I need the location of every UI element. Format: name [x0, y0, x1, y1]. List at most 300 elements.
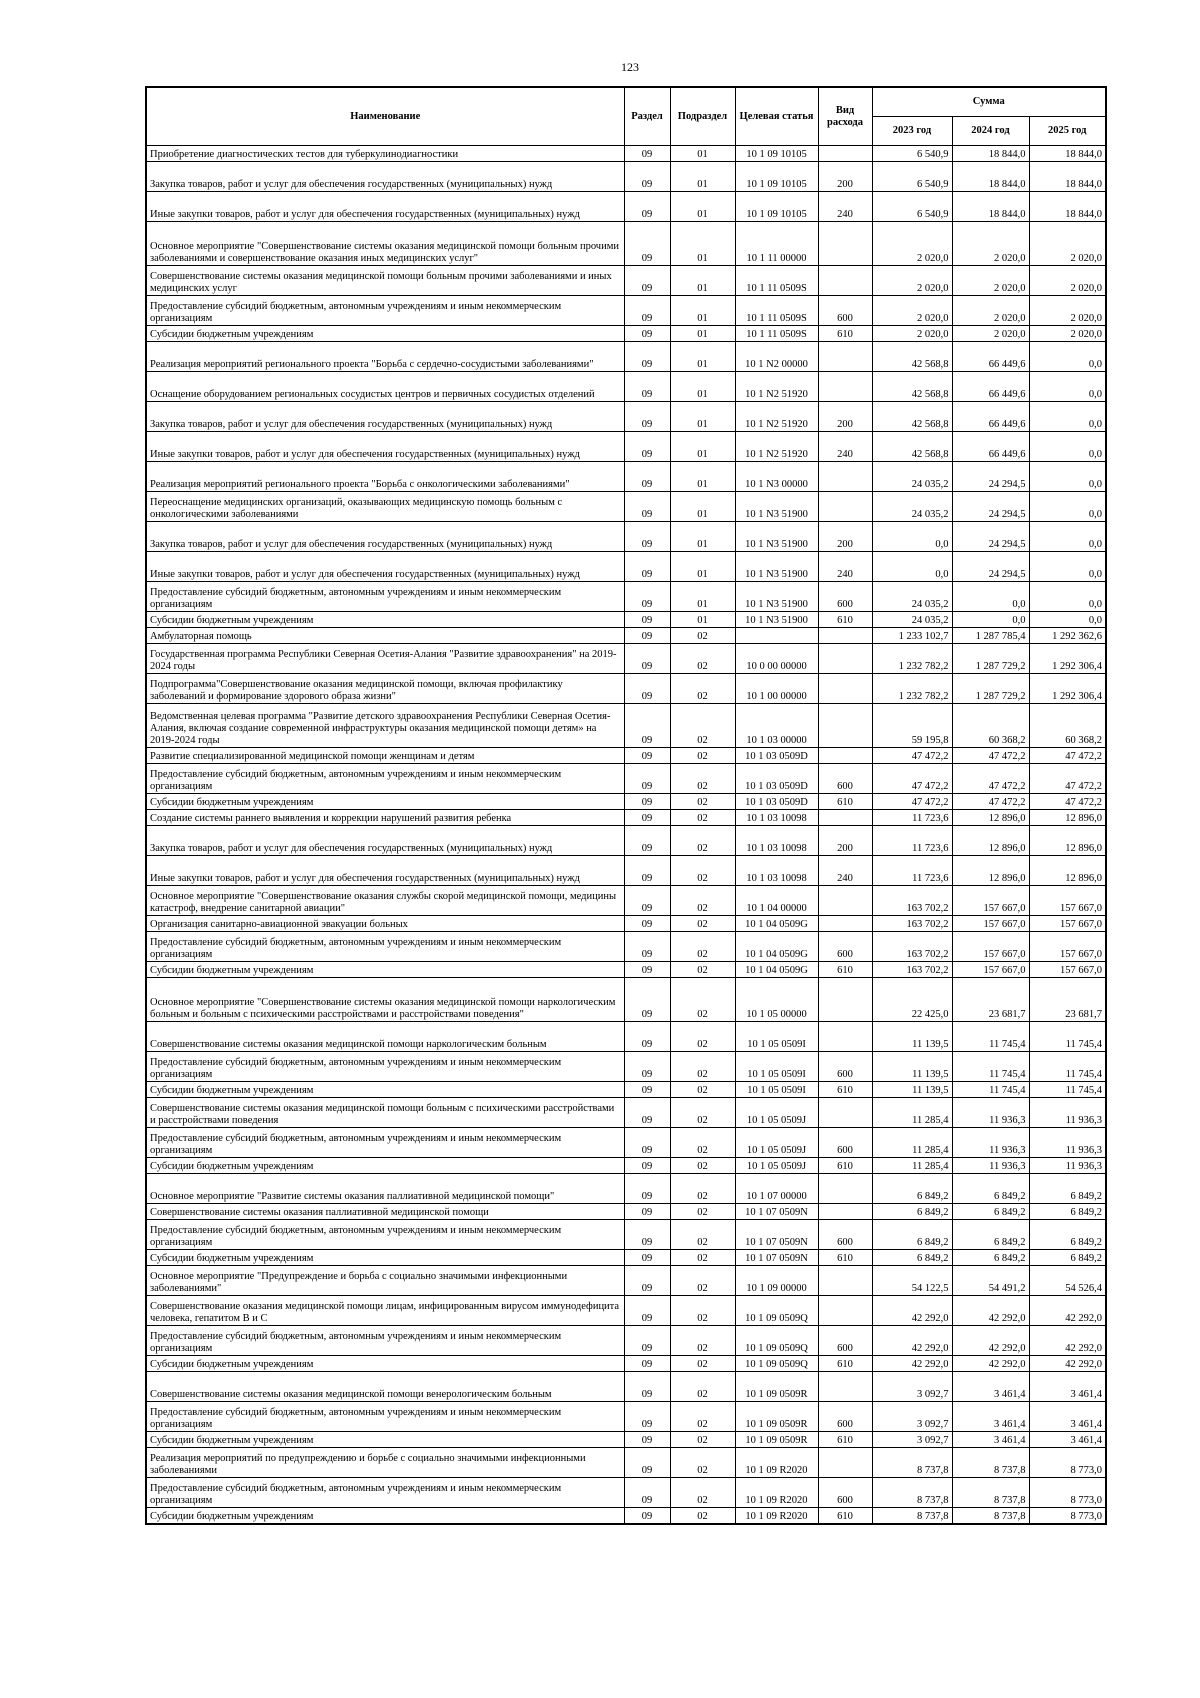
row-podrazdel: 01: [670, 522, 735, 552]
row-sum-2024: 1 287 785,4: [952, 628, 1029, 644]
row-sum-2025: 0,0: [1029, 372, 1106, 402]
row-sum-2023: 3 092,7: [872, 1372, 952, 1402]
row-name: Субсидии бюджетным учреждениям: [146, 962, 624, 978]
row-podrazdel: 02: [670, 886, 735, 916]
row-sum-2024: 12 896,0: [952, 856, 1029, 886]
row-sum-2024: 3 461,4: [952, 1402, 1029, 1432]
row-target: 10 1 09 0509R: [735, 1402, 818, 1432]
row-razdel: 09: [624, 628, 670, 644]
col-header-2023: 2023 год: [872, 117, 952, 146]
row-target: 10 1 03 10098: [735, 826, 818, 856]
row-sum-2023: 6 849,2: [872, 1220, 952, 1250]
row-name: Основное мероприятие "Совершенствование системы оказания медицинской помощи больным прочими заболеваниями и совершенствование оказания иных медицинских услуг": [146, 222, 624, 266]
row-podrazdel: 02: [670, 1204, 735, 1220]
row-sum-2024: 12 896,0: [952, 826, 1029, 856]
row-vid: 200: [818, 522, 872, 552]
row-podrazdel: 02: [670, 1220, 735, 1250]
row-sum-2024: 18 844,0: [952, 146, 1029, 162]
table-row: [146, 552, 1106, 582]
row-sum-2024: 42 292,0: [952, 1356, 1029, 1372]
table-row: [146, 978, 1106, 1022]
row-sum-2024: 157 667,0: [952, 962, 1029, 978]
row-vid: 240: [818, 856, 872, 886]
row-podrazdel: 02: [670, 1478, 735, 1508]
row-sum-2024: 11 745,4: [952, 1082, 1029, 1098]
table-row: [146, 1128, 1106, 1158]
row-sum-2025: 3 461,4: [1029, 1372, 1106, 1402]
row-sum-2024: 6 849,2: [952, 1220, 1029, 1250]
row-vid: [818, 1296, 872, 1326]
row-razdel: 09: [624, 222, 670, 266]
row-sum-2025: 6 849,2: [1029, 1174, 1106, 1204]
row-razdel: 09: [624, 1296, 670, 1326]
row-sum-2025: 157 667,0: [1029, 916, 1106, 932]
row-sum-2024: 2 020,0: [952, 266, 1029, 296]
row-target: 10 1 03 0509D: [735, 794, 818, 810]
row-vid: 240: [818, 552, 872, 582]
row-podrazdel: 02: [670, 810, 735, 826]
row-podrazdel: 02: [670, 1508, 735, 1524]
row-sum-2024: 60 368,2: [952, 704, 1029, 748]
row-vid: [818, 342, 872, 372]
row-name: Иные закупки товаров, работ и услуг для обеспечения государственных (муниципальных) нужд: [146, 552, 624, 582]
row-podrazdel: 02: [670, 704, 735, 748]
table-row: [146, 932, 1106, 962]
row-sum-2025: 18 844,0: [1029, 162, 1106, 192]
row-razdel: 09: [624, 1432, 670, 1448]
row-vid: [818, 1266, 872, 1296]
row-sum-2023: 0,0: [872, 552, 952, 582]
row-sum-2023: 22 425,0: [872, 978, 952, 1022]
row-name: Предоставление субсидий бюджетным, автономным учреждениям и иным некоммерческим организациям: [146, 296, 624, 326]
row-target: 10 1 09 R2020: [735, 1508, 818, 1524]
table-row: [146, 916, 1106, 932]
row-target: 10 1 07 0509N: [735, 1250, 818, 1266]
table-row: [146, 1052, 1106, 1082]
row-sum-2024: 2 020,0: [952, 326, 1029, 342]
row-razdel: 09: [624, 296, 670, 326]
row-sum-2025: 42 292,0: [1029, 1296, 1106, 1326]
row-razdel: 09: [624, 1052, 670, 1082]
row-razdel: 09: [624, 856, 670, 886]
row-sum-2023: 24 035,2: [872, 492, 952, 522]
table-row: [146, 162, 1106, 192]
row-razdel: 09: [624, 432, 670, 462]
row-sum-2024: 8 737,8: [952, 1448, 1029, 1478]
row-name: Субсидии бюджетным учреждениям: [146, 1082, 624, 1098]
row-podrazdel: 01: [670, 432, 735, 462]
row-sum-2024: 0,0: [952, 582, 1029, 612]
row-target: 10 1 N2 51920: [735, 402, 818, 432]
row-sum-2024: 2 020,0: [952, 222, 1029, 266]
table-row: [146, 1508, 1106, 1524]
row-name: Субсидии бюджетным учреждениям: [146, 1158, 624, 1174]
row-podrazdel: 02: [670, 1052, 735, 1082]
row-sum-2025: 2 020,0: [1029, 222, 1106, 266]
row-sum-2025: 8 773,0: [1029, 1478, 1106, 1508]
row-podrazdel: 02: [670, 1022, 735, 1052]
row-sum-2024: 23 681,7: [952, 978, 1029, 1022]
row-name: Субсидии бюджетным учреждениям: [146, 1432, 624, 1448]
table-row: [146, 582, 1106, 612]
row-sum-2024: 11 745,4: [952, 1022, 1029, 1052]
row-target: 10 1 09 10105: [735, 192, 818, 222]
row-sum-2025: 157 667,0: [1029, 932, 1106, 962]
row-sum-2025: 0,0: [1029, 612, 1106, 628]
row-razdel: 09: [624, 552, 670, 582]
row-razdel: 09: [624, 1448, 670, 1478]
row-sum-2023: 2 020,0: [872, 296, 952, 326]
row-target: 10 1 07 0509N: [735, 1204, 818, 1220]
table-row: [146, 748, 1106, 764]
row-name: Оснащение оборудованием региональных сосудистых центров и первичных сосудистых отделений: [146, 372, 624, 402]
row-razdel: 09: [624, 978, 670, 1022]
row-razdel: 09: [624, 704, 670, 748]
row-name: Приобретение диагностических тестов для туберкулинодиагностики: [146, 146, 624, 162]
row-sum-2024: 66 449,6: [952, 372, 1029, 402]
row-sum-2024: 0,0: [952, 612, 1029, 628]
row-target: 10 1 11 0509S: [735, 296, 818, 326]
table-row: [146, 674, 1106, 704]
table-row: [146, 522, 1106, 552]
row-sum-2025: 54 526,4: [1029, 1266, 1106, 1296]
table-row: [146, 794, 1106, 810]
row-name: Организация санитарно-авиационной эвакуации больных: [146, 916, 624, 932]
table-row: [146, 1356, 1106, 1372]
row-podrazdel: 02: [670, 748, 735, 764]
row-target: 10 1 09 0509Q: [735, 1296, 818, 1326]
row-sum-2025: 2 020,0: [1029, 266, 1106, 296]
row-podrazdel: 02: [670, 1158, 735, 1174]
row-sum-2025: 47 472,2: [1029, 748, 1106, 764]
row-name: Предоставление субсидий бюджетным, автономным учреждениям и иным некоммерческим организациям: [146, 1402, 624, 1432]
row-sum-2024: 24 294,5: [952, 522, 1029, 552]
row-target: 10 1 N3 51900: [735, 612, 818, 628]
row-razdel: 09: [624, 342, 670, 372]
row-razdel: 09: [624, 1174, 670, 1204]
row-sum-2024: 1 287 729,2: [952, 674, 1029, 704]
row-podrazdel: 02: [670, 644, 735, 674]
table-row: [146, 886, 1106, 916]
row-name: Подпрограмма"Совершенствование оказания медицинской помощи, включая профилактику заболеваний и формирование здорового образа жизни": [146, 674, 624, 704]
row-sum-2024: 42 292,0: [952, 1296, 1029, 1326]
row-razdel: 09: [624, 162, 670, 192]
row-sum-2023: 2 020,0: [872, 222, 952, 266]
row-sum-2023: 11 285,4: [872, 1158, 952, 1174]
row-name: Государственная программа Республики Северная Осетия-Алания "Развитие здравоохранения" на 2019-2024 годы: [146, 644, 624, 674]
row-sum-2025: 12 896,0: [1029, 856, 1106, 886]
row-name: Совершенствование системы оказания медицинской помощи венерологическим больным: [146, 1372, 624, 1402]
row-target: 10 1 09 10105: [735, 146, 818, 162]
table-row: [146, 612, 1106, 628]
row-vid: 600: [818, 1478, 872, 1508]
row-vid: [818, 978, 872, 1022]
row-sum-2024: 47 472,2: [952, 764, 1029, 794]
row-name: Совершенствование системы оказания медицинской помощи наркологическим больным: [146, 1022, 624, 1052]
row-sum-2025: 12 896,0: [1029, 826, 1106, 856]
table-row: [146, 1402, 1106, 1432]
row-podrazdel: 02: [670, 1432, 735, 1448]
row-sum-2024: 1 287 729,2: [952, 644, 1029, 674]
row-razdel: 09: [624, 462, 670, 492]
row-target: 10 1 09 10105: [735, 162, 818, 192]
row-sum-2025: 3 461,4: [1029, 1402, 1106, 1432]
row-sum-2024: 24 294,5: [952, 492, 1029, 522]
row-sum-2023: 163 702,2: [872, 962, 952, 978]
row-sum-2025: 11 936,3: [1029, 1158, 1106, 1174]
row-vid: [818, 492, 872, 522]
row-name: Субсидии бюджетным учреждениям: [146, 1356, 624, 1372]
row-razdel: 09: [624, 962, 670, 978]
row-vid: 200: [818, 402, 872, 432]
row-name: Субсидии бюджетным учреждениям: [146, 326, 624, 342]
row-sum-2025: 60 368,2: [1029, 704, 1106, 748]
row-sum-2023: 11 139,5: [872, 1082, 952, 1098]
row-sum-2025: 12 896,0: [1029, 810, 1106, 826]
row-vid: [818, 1204, 872, 1220]
row-target: 10 1 03 00000: [735, 704, 818, 748]
row-sum-2024: 11 745,4: [952, 1052, 1029, 1082]
table-row: [146, 764, 1106, 794]
col-header-name: Наименование: [146, 87, 624, 146]
row-target: 10 1 09 R2020: [735, 1448, 818, 1478]
row-sum-2023: 8 737,8: [872, 1448, 952, 1478]
table-row: [146, 644, 1106, 674]
row-razdel: 09: [624, 582, 670, 612]
row-sum-2024: 42 292,0: [952, 1326, 1029, 1356]
row-vid: 600: [818, 932, 872, 962]
table-row: [146, 1220, 1106, 1250]
row-sum-2024: 47 472,2: [952, 794, 1029, 810]
row-target: 10 1 05 0509I: [735, 1022, 818, 1052]
row-razdel: 09: [624, 1082, 670, 1098]
row-sum-2024: 6 849,2: [952, 1174, 1029, 1204]
row-sum-2023: 2 020,0: [872, 326, 952, 342]
row-name: Закупка товаров, работ и услуг для обеспечения государственных (муниципальных) нужд: [146, 162, 624, 192]
row-target: 10 1 05 00000: [735, 978, 818, 1022]
row-vid: 610: [818, 1432, 872, 1448]
row-sum-2025: 157 667,0: [1029, 962, 1106, 978]
row-sum-2023: 1 232 782,2: [872, 644, 952, 674]
table-row: [146, 342, 1106, 372]
row-razdel: 09: [624, 326, 670, 342]
row-sum-2024: 157 667,0: [952, 886, 1029, 916]
row-sum-2023: 47 472,2: [872, 748, 952, 764]
row-sum-2023: 163 702,2: [872, 886, 952, 916]
col-header-sum: Сумма: [872, 87, 1106, 117]
row-sum-2025: 2 020,0: [1029, 296, 1106, 326]
row-podrazdel: 02: [670, 932, 735, 962]
row-podrazdel: 02: [670, 962, 735, 978]
row-sum-2025: 2 020,0: [1029, 326, 1106, 342]
row-target: 10 1 N3 51900: [735, 492, 818, 522]
row-sum-2025: 1 292 362,6: [1029, 628, 1106, 644]
row-name: Предоставление субсидий бюджетным, автономным учреждениям и иным некоммерческим организациям: [146, 1128, 624, 1158]
row-sum-2024: 24 294,5: [952, 462, 1029, 492]
row-sum-2023: 24 035,2: [872, 462, 952, 492]
row-target: 10 1 05 0509I: [735, 1082, 818, 1098]
row-vid: 240: [818, 432, 872, 462]
row-sum-2024: 66 449,6: [952, 432, 1029, 462]
row-podrazdel: 02: [670, 1356, 735, 1372]
row-sum-2023: 42 292,0: [872, 1326, 952, 1356]
row-podrazdel: 02: [670, 1098, 735, 1128]
table-row: [146, 1022, 1106, 1052]
row-vid: 610: [818, 1250, 872, 1266]
row-razdel: 09: [624, 492, 670, 522]
row-name: Иные закупки товаров, работ и услуг для обеспечения государственных (муниципальных) нужд: [146, 856, 624, 886]
row-sum-2024: 11 936,3: [952, 1128, 1029, 1158]
row-target: 10 1 09 R2020: [735, 1478, 818, 1508]
row-target: [735, 628, 818, 644]
row-razdel: 09: [624, 612, 670, 628]
row-sum-2024: 54 491,2: [952, 1266, 1029, 1296]
row-sum-2023: 163 702,2: [872, 932, 952, 962]
row-sum-2023: 42 568,8: [872, 402, 952, 432]
row-razdel: 09: [624, 1204, 670, 1220]
row-sum-2023: 0,0: [872, 522, 952, 552]
table-row: [146, 402, 1106, 432]
table-row: [146, 1478, 1106, 1508]
table-row: [146, 1448, 1106, 1478]
row-target: 10 1 00 00000: [735, 674, 818, 704]
row-target: 10 1 09 0509Q: [735, 1356, 818, 1372]
row-sum-2024: 11 936,3: [952, 1098, 1029, 1128]
row-vid: 610: [818, 1082, 872, 1098]
row-sum-2024: 8 737,8: [952, 1478, 1029, 1508]
table-row: [146, 1174, 1106, 1204]
row-sum-2023: 42 292,0: [872, 1356, 952, 1372]
row-target: 10 1 09 0509R: [735, 1372, 818, 1402]
row-vid: [818, 1022, 872, 1052]
row-name: Реализация мероприятий по предупреждению и борьбе с социально значимыми инфекционными заболеваниями: [146, 1448, 624, 1478]
row-sum-2023: 42 568,8: [872, 432, 952, 462]
row-target: 10 1 11 0509S: [735, 326, 818, 342]
row-sum-2023: 11 723,6: [872, 810, 952, 826]
row-razdel: 09: [624, 748, 670, 764]
row-sum-2025: 11 745,4: [1029, 1022, 1106, 1052]
row-sum-2023: 6 540,9: [872, 162, 952, 192]
row-razdel: 09: [624, 826, 670, 856]
row-target: 10 0 00 00000: [735, 644, 818, 674]
row-vid: 610: [818, 794, 872, 810]
row-name: Реализация мероприятий регионального проекта "Борьба с сердечно-сосудистыми заболеваниями": [146, 342, 624, 372]
row-sum-2025: 0,0: [1029, 582, 1106, 612]
row-vid: [818, 146, 872, 162]
table-row: [146, 492, 1106, 522]
row-target: 10 1 09 00000: [735, 1266, 818, 1296]
row-sum-2024: 47 472,2: [952, 748, 1029, 764]
table-row: [146, 1204, 1106, 1220]
table-row: [146, 1082, 1106, 1098]
row-sum-2025: 6 849,2: [1029, 1220, 1106, 1250]
row-sum-2023: 42 568,8: [872, 372, 952, 402]
row-sum-2024: 157 667,0: [952, 916, 1029, 932]
row-sum-2025: 11 745,4: [1029, 1052, 1106, 1082]
row-vid: [818, 628, 872, 644]
row-sum-2025: 0,0: [1029, 552, 1106, 582]
row-razdel: 09: [624, 266, 670, 296]
table-row: [146, 628, 1106, 644]
row-vid: [818, 372, 872, 402]
table-row: [146, 1432, 1106, 1448]
table-row: [146, 1296, 1106, 1326]
row-vid: 600: [818, 582, 872, 612]
row-razdel: 09: [624, 146, 670, 162]
row-vid: [818, 1448, 872, 1478]
row-name: Предоставление субсидий бюджетным, автономным учреждениям и иным некоммерческим организациям: [146, 1478, 624, 1508]
row-sum-2023: 47 472,2: [872, 794, 952, 810]
row-vid: 600: [818, 1052, 872, 1082]
row-vid: [818, 1174, 872, 1204]
row-sum-2024: 12 896,0: [952, 810, 1029, 826]
row-podrazdel: 01: [670, 266, 735, 296]
row-sum-2024: 3 461,4: [952, 1432, 1029, 1448]
row-podrazdel: 02: [670, 826, 735, 856]
row-razdel: 09: [624, 372, 670, 402]
table-row: [146, 432, 1106, 462]
row-sum-2023: 8 737,8: [872, 1508, 952, 1524]
row-sum-2025: 11 936,3: [1029, 1098, 1106, 1128]
row-sum-2025: 0,0: [1029, 342, 1106, 372]
row-sum-2024: 157 667,0: [952, 932, 1029, 962]
row-name: Предоставление субсидий бюджетным, автономным учреждениям и иным некоммерческим организациям: [146, 932, 624, 962]
col-header-podrazdel: Подраздел: [670, 87, 735, 146]
row-vid: 600: [818, 1220, 872, 1250]
row-vid: 610: [818, 962, 872, 978]
row-target: 10 1 04 0509G: [735, 932, 818, 962]
row-vid: 610: [818, 1356, 872, 1372]
row-podrazdel: 01: [670, 402, 735, 432]
row-podrazdel: 02: [670, 1174, 735, 1204]
row-vid: 600: [818, 1326, 872, 1356]
row-name: Субсидии бюджетным учреждениям: [146, 1250, 624, 1266]
row-sum-2024: 18 844,0: [952, 162, 1029, 192]
row-name: Иные закупки товаров, работ и услуг для обеспечения государственных (муниципальных) нужд: [146, 192, 624, 222]
row-sum-2025: 0,0: [1029, 462, 1106, 492]
row-razdel: 09: [624, 1326, 670, 1356]
row-podrazdel: 02: [670, 1266, 735, 1296]
row-target: 10 1 N3 51900: [735, 582, 818, 612]
row-sum-2025: 8 773,0: [1029, 1448, 1106, 1478]
row-sum-2023: 24 035,2: [872, 612, 952, 628]
row-sum-2023: 59 195,8: [872, 704, 952, 748]
table-row: [146, 222, 1106, 266]
row-razdel: 09: [624, 1022, 670, 1052]
col-header-vid: Вид расхода: [818, 87, 872, 146]
row-target: 10 1 04 00000: [735, 886, 818, 916]
row-sum-2025: 11 745,4: [1029, 1082, 1106, 1098]
row-podrazdel: 02: [670, 1372, 735, 1402]
row-vid: 240: [818, 192, 872, 222]
row-name: Субсидии бюджетным учреждениям: [146, 612, 624, 628]
row-name: Совершенствование системы оказания паллиативной медицинской помощи: [146, 1204, 624, 1220]
row-podrazdel: 02: [670, 916, 735, 932]
row-name: Основное мероприятие "Совершенствование системы оказания медицинской помощи наркологическим больным и больным с психическими расстройствами и расстройствами поведения": [146, 978, 624, 1022]
row-sum-2023: 42 568,8: [872, 342, 952, 372]
row-vid: 610: [818, 1158, 872, 1174]
row-razdel: 09: [624, 1220, 670, 1250]
table-row: [146, 1326, 1106, 1356]
row-vid: [818, 916, 872, 932]
row-sum-2023: 1 232 782,2: [872, 674, 952, 704]
row-sum-2023: 1 233 102,7: [872, 628, 952, 644]
row-razdel: 09: [624, 764, 670, 794]
row-target: 10 1 03 10098: [735, 810, 818, 826]
row-sum-2024: 6 849,2: [952, 1204, 1029, 1220]
row-name: Переоснащение медицинских организаций, оказывающих медицинскую помощь больным с онкологическими заболеваниями: [146, 492, 624, 522]
row-name: Закупка товаров, работ и услуг для обеспечения государственных (муниципальных) нужд: [146, 402, 624, 432]
